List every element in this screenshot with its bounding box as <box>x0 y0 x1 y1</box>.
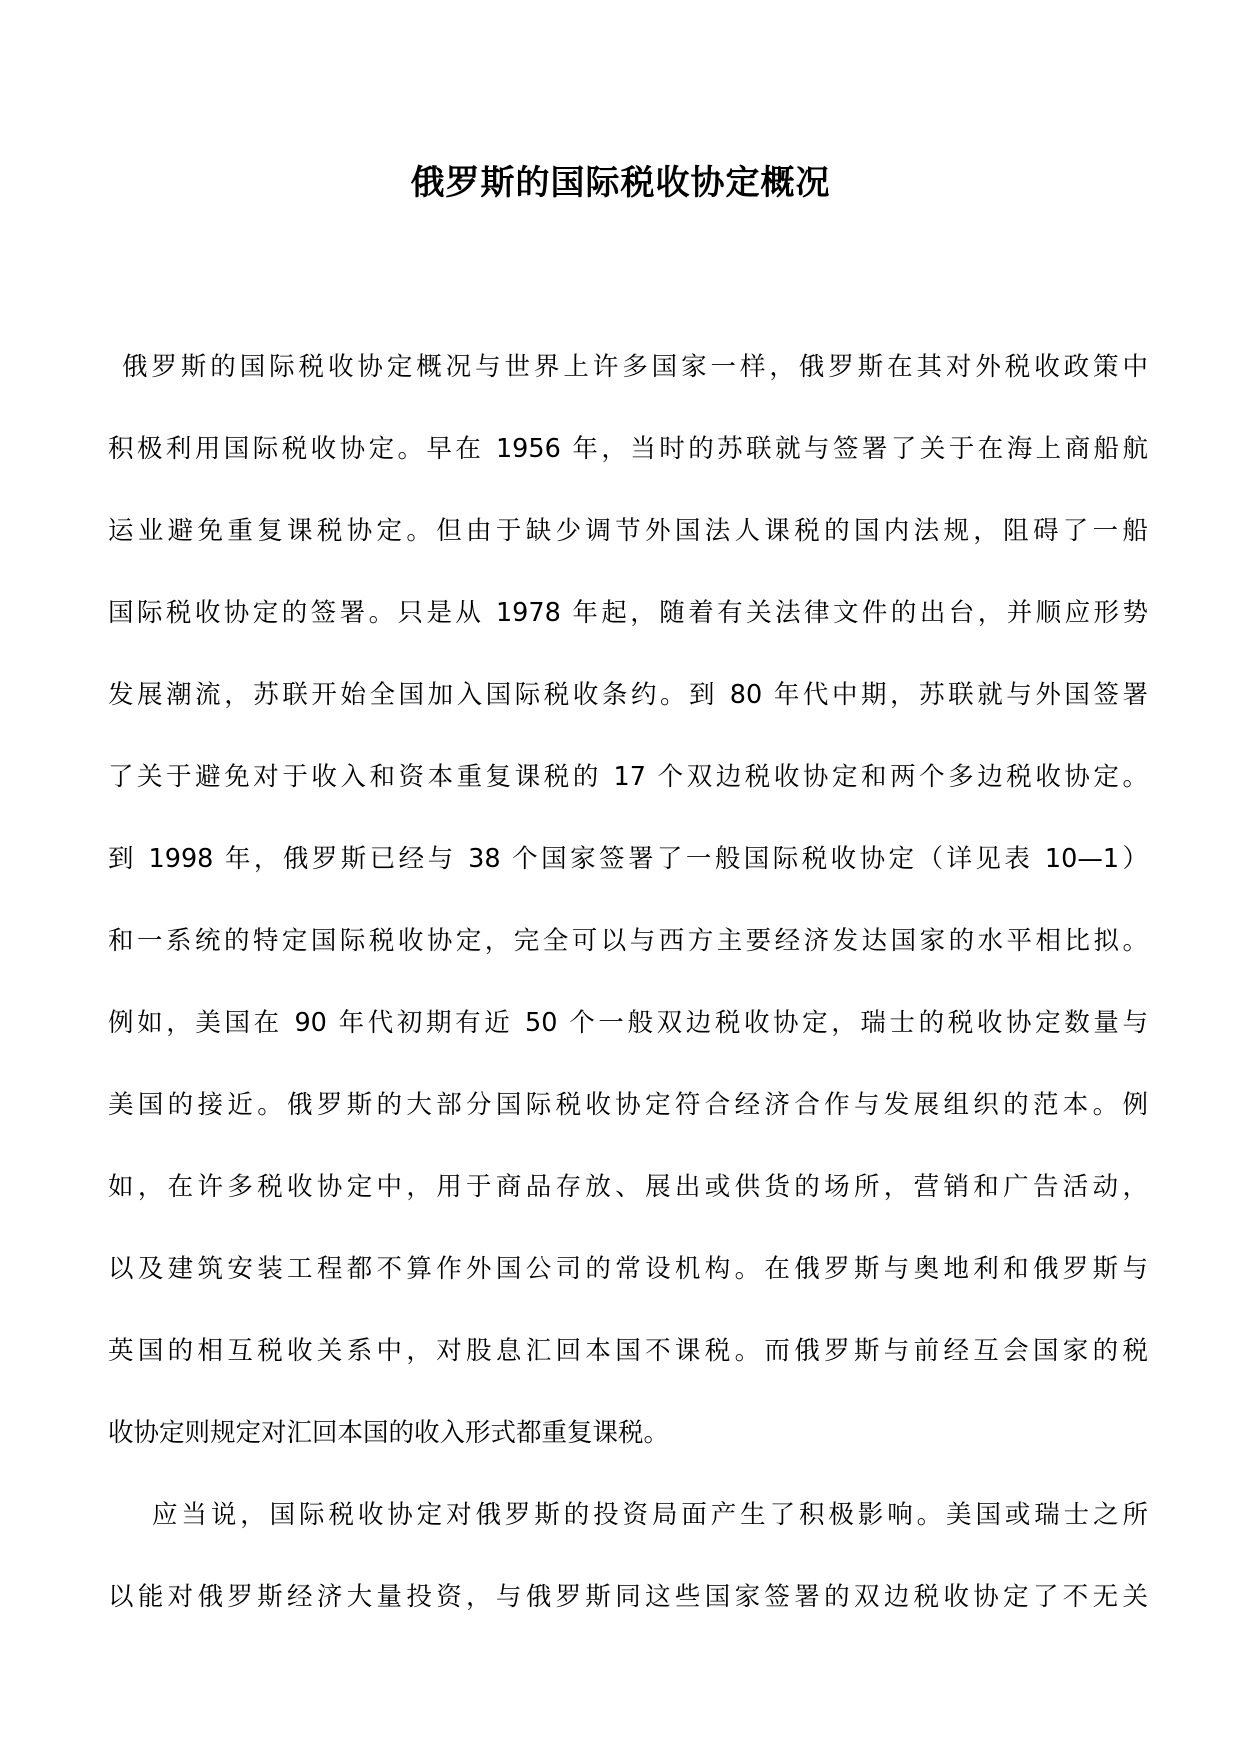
paragraph-line: 发展潮流，苏联开始全国加入国际税收条约。到 80 年代中期，苏联就与外国签署 <box>108 680 1148 710</box>
paragraph-line: 和一系统的特定国际税收协定，完全可以与西方主要经济发达国家的水平相比拟。 <box>108 926 1148 956</box>
document-body <box>108 342 1148 1654</box>
paragraph-line: 英国的相互税收关系中，对股息汇回本国不课税。而俄罗斯与前经互会国家的税 <box>108 1336 1148 1366</box>
paragraph-2 <box>108 1490 1148 1654</box>
paragraph-line: 以能对俄罗斯经济大量投资，与俄罗斯同这些国家签署的双边税收协定了不无关 <box>108 1582 1148 1612</box>
paragraph-line: 收协定则规定对汇回本国的收入形式都重复课税。 <box>108 1418 670 1448</box>
paragraph-line: 如，在许多税收协定中，用于商品存放、展出或供货的场所，营销和广告活动， <box>108 1172 1148 1202</box>
paragraph-line: 以及建筑安装工程都不算作外国公司的常设机构。在俄罗斯与奥地利和俄罗斯与 <box>108 1254 1148 1284</box>
paragraph-line: 俄罗斯的国际税收协定概况与世界上许多国家一样，俄罗斯在其对外税收政策中 <box>122 352 1148 382</box>
paragraph-line: 了关于避免对于收入和资本重复课税的 17 个双边税收协定和两个多边税收协定。 <box>108 762 1148 792</box>
paragraph-line: 积极利用国际税收协定。早在 1956 年，当时的苏联就与签署了关于在海上商船航 <box>108 434 1148 464</box>
paragraph-line: 例如，美国在 90 年代初期有近 50 个一般双边税收协定，瑞士的税收协定数量与 <box>108 1008 1148 1038</box>
paragraph-line: 美国的接近。俄罗斯的大部分国际税收协定符合经济合作与发展组织的范本。例 <box>108 1090 1148 1120</box>
paragraph-line: 运业避免重复课税协定。但由于缺少调节外国法人课税的国内法规，阻碍了一船 <box>108 516 1148 546</box>
paragraph-1 <box>108 342 1148 1490</box>
paragraph-line: 到 1998 年，俄罗斯已经与 38 个国家签署了一般国际税收协定（详见表 10—1） <box>108 844 1148 874</box>
paragraph-line: 应当说，国际税收协定对俄罗斯的投资局面产生了积极影响。美国或瑞士之所 <box>152 1500 1148 1530</box>
document-title: 俄罗斯的国际税收协定概况 <box>410 163 831 203</box>
paragraph-line: 国际税收协定的签署。只是从 1978 年起，随着有关法律文件的出台，并顺应形势 <box>108 598 1148 628</box>
